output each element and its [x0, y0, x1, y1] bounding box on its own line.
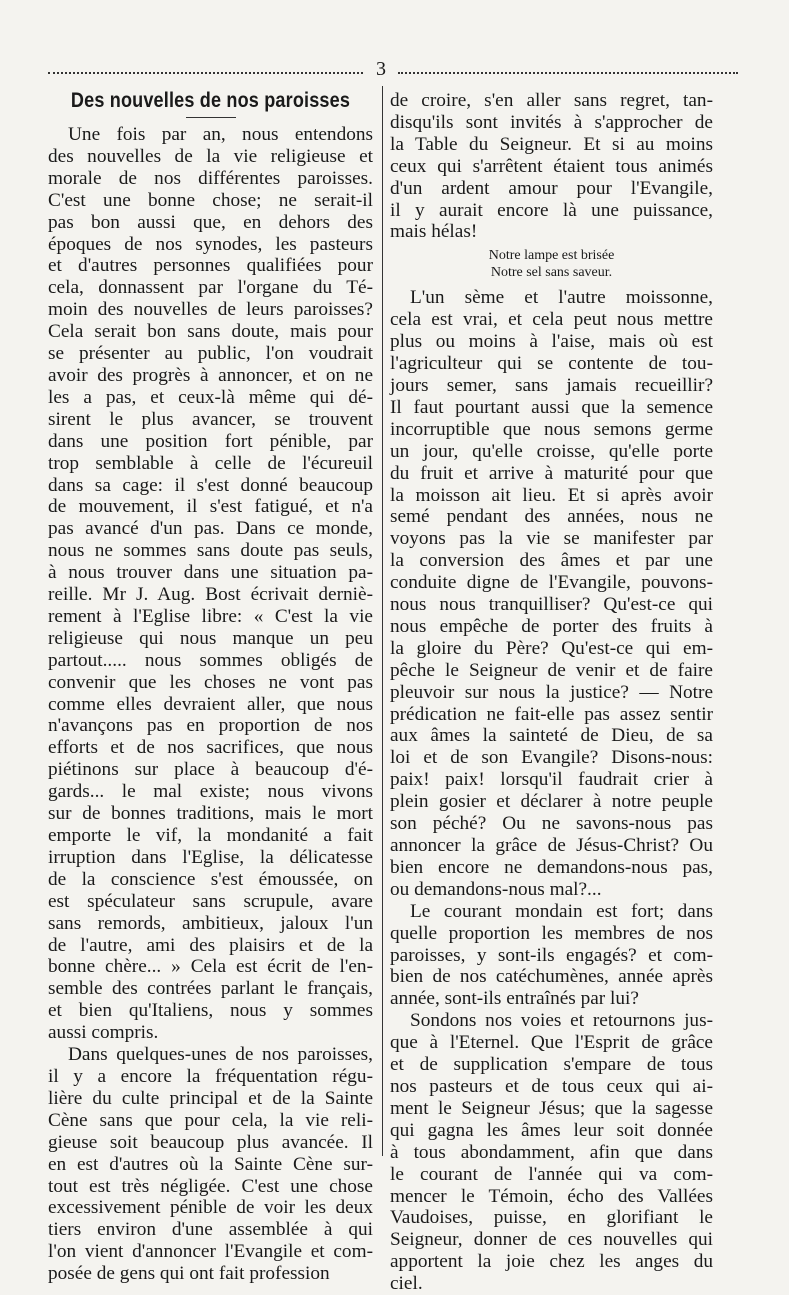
text-line: nous empêche de porter des fruits à	[390, 615, 713, 637]
text-line: Sondons nos voies et retournons jus-	[410, 1010, 713, 1032]
paragraph	[48, 124, 373, 1044]
text-line: qui gagna les âmes leur soit donnée	[390, 1119, 713, 1141]
text-line: des nouvelles de la vie religieuse et	[48, 145, 373, 167]
text-line: d'un ardent amour pour l'Evangile,	[390, 177, 713, 199]
text-line: l'on vient d'annoncer l'Evangile et com-	[48, 1241, 373, 1263]
text-line: comme elles devraient aller, que nous	[48, 693, 373, 715]
text-line: nos pasteurs et de tous ceux qui ai-	[390, 1075, 713, 1097]
text-line: moin des nouvelles de leurs paroisses?	[48, 299, 373, 321]
right-column-continuation	[390, 90, 713, 243]
text-line: ou demandons-nous mal?...	[390, 878, 602, 900]
text-line: de croire, s'en aller sans regret, tan-	[390, 90, 713, 111]
text-line: bien encore ne demandons-nous pas,	[390, 856, 713, 878]
text-line: mencer le Témoin, écho des Vallées	[390, 1185, 713, 1207]
text-line: Cène sans que pour cela, la vie reli-	[48, 1109, 373, 1131]
text-line: n'avançons pas en proportion de nos	[48, 715, 373, 737]
text-line: Vaudoises, puisse, en glorifiant le	[390, 1207, 713, 1229]
text-line: la conversion des âmes et par une	[390, 550, 713, 572]
text-line: morale de nos différentes paroisses.	[48, 167, 373, 189]
text-line: quelle proportion les membres de nos	[390, 922, 713, 944]
text-line: excessivement pénible de voir les deux	[48, 1197, 373, 1219]
text-line: son péché? Ou ne savons-nous pas	[390, 813, 713, 835]
text-line: pas bon aussi que, en dehors des	[48, 211, 373, 233]
text-line: il y aurait encore là une puissance,	[390, 199, 713, 221]
text-line: nous ne sommes sans doute pas seuls,	[48, 540, 373, 562]
paragraph	[390, 90, 713, 243]
text-line: reille. Mr J. Aug. Bost écrivait derniè-	[48, 584, 373, 606]
text-line: apportent la joie chez les anges du	[390, 1251, 713, 1273]
paragraph	[48, 1044, 373, 1285]
quote-line: Notre lampe est brisée	[488, 248, 615, 264]
text-line: année, sont-ils entraînés par lui?	[390, 988, 639, 1010]
text-line: se présenter au public, l'on voudrait	[48, 343, 373, 365]
text-line: nous nous tranquilliser? Qu'est-ce qui	[390, 594, 713, 616]
text-line: tout est très négligée. C'est une chose	[48, 1175, 373, 1197]
text-line: ceux qui s'arrêtent étaient tous animés	[390, 155, 713, 177]
article-title: Des nouvelles de nos paroisses	[70, 89, 351, 112]
text-line: sans remords, ambitieux, jaloux l'un	[48, 912, 373, 934]
text-line: aussi compris.	[48, 1022, 159, 1044]
text-line: la gloire du Père? Qu'est-ce qui em-	[390, 637, 713, 659]
text-line: et de supplication s'empare de tous	[390, 1054, 713, 1076]
text-line: annoncer la grâce de Jésus-Christ? Ou	[390, 835, 713, 856]
text-line: cela, donnassent par l'organe du Té-	[48, 277, 373, 299]
text-line: partout..... nous sommes obligés de	[48, 649, 373, 671]
text-line: convenir que les choses ne vont pas	[48, 671, 373, 693]
text-line: semble des contrées parlant le français,	[48, 978, 373, 1000]
text-line: semé pendant des années, nous ne	[390, 506, 713, 528]
text-line: conduite digne de l'Evangile, pouvons-	[390, 572, 713, 594]
text-line: L'un sème et l'autre moissonne,	[410, 287, 713, 309]
text-line: rement à l'Eglise libre: « C'est la vie	[48, 605, 373, 627]
text-line: loi et de son Evangile? Disons-nous:	[390, 747, 713, 769]
text-line: posée de gens qui ont fait profession	[48, 1263, 330, 1285]
text-line: que à l'Eternel. Que l'Esprit de grâce	[390, 1032, 713, 1054]
text-line: les a pas, et ceux-là même qui dé-	[48, 386, 373, 408]
text-line: de la conscience s'est émoussée, on	[48, 868, 373, 890]
text-line: dans sa cage: il s'est donné beaucoup	[48, 474, 373, 496]
text-line: C'est une bonne chose; ne serait-il	[48, 189, 373, 211]
text-line: piétinons sur place à beaucoup d'é-	[48, 759, 373, 781]
text-line: est spéculateur sans scrupule, avare	[48, 890, 373, 912]
text-line: du fruit et arrive à maturité pour que	[390, 462, 713, 484]
text-line: un jour, qu'elle croisse, qu'elle porte	[390, 440, 713, 462]
text-line: Il faut pourtant aussi que la semence	[390, 396, 713, 418]
text-line: pleuvoir sur nous la justice? — Notre	[390, 681, 713, 703]
title-rule	[186, 117, 236, 118]
header-rule-right	[398, 72, 738, 74]
text-line: gards... le mal existe; nous vivons	[48, 781, 373, 803]
text-line: Seigneur, donner de ces nouvelles qui	[390, 1229, 713, 1251]
text-line: incorruptible que nous semons germe	[390, 418, 713, 440]
column-divider	[382, 86, 383, 1156]
text-line: Dans quelques-unes de nos paroisses,	[68, 1044, 373, 1066]
text-line: Le courant mondain est fort; dans	[410, 900, 713, 922]
text-line: irruption dans l'Eglise, la délicatesse	[48, 846, 373, 868]
text-line: bien de nos catéchumènes, année après	[390, 966, 713, 988]
text-line: pêche le Seigneur de venir et de faire	[390, 659, 713, 681]
left-column	[48, 88, 373, 1285]
text-line: ment le Seigneur Jésus; que la sagesse	[390, 1097, 713, 1119]
text-line: bonne chère... » Cela est écrit de l'en-	[48, 956, 373, 978]
text-line: sur de bonnes traditions, mais le mort	[48, 803, 373, 825]
quote-line: Notre sel sans saveur.	[490, 265, 613, 281]
text-line: Cela serait bon sans doute, mais pour	[48, 321, 373, 343]
text-line: à nous trouver dans une situation pa-	[48, 562, 373, 584]
text-line: de l'autre, ami des plaisirs et de la	[48, 934, 373, 956]
text-line: dans une position fort pénible, par	[48, 430, 373, 452]
text-line: de mouvement, il s'est fatigué, et n'a	[48, 496, 373, 518]
text-line: voyons pas la vie se manifester par	[390, 528, 713, 550]
text-line: disqu'ils sont invités à s'approcher de	[390, 111, 713, 133]
page-number: 3	[376, 58, 386, 80]
text-line: trop semblable à celle de l'écureuil	[48, 452, 373, 474]
header-rule-left	[48, 72, 363, 74]
text-line: le courant de l'année qui va com-	[390, 1163, 713, 1185]
text-line: et bien qu'Italiens, nous y sommes	[48, 1000, 373, 1022]
text-line: religieuse qui nous manque un peu	[48, 627, 373, 649]
text-line: en est d'autres où la Sainte Cène sur-	[48, 1153, 373, 1175]
text-line: pas avancé d'un pas. Dans ce monde,	[48, 518, 373, 540]
text-line: gieuse soit beaucoup plus avancée. Il	[48, 1131, 373, 1153]
text-line: avoir des progrès à annoncer, et on ne	[48, 364, 373, 386]
text-line: à tous abondamment, afin que dans	[390, 1141, 713, 1163]
right-column-text	[390, 287, 713, 1295]
left-column-text	[48, 124, 373, 1285]
text-line: la Table du Seigneur. Et si au moins	[390, 133, 713, 155]
paragraph	[390, 901, 713, 1011]
text-line: efforts et de nos sacrifices, que nous	[48, 737, 373, 759]
text-line: il y a encore la fréquentation régu-	[48, 1065, 373, 1087]
text-line: paroisses, y sont-ils engagés? et com-	[390, 944, 713, 966]
text-line: l'agriculteur qui se contente de tou-	[390, 353, 713, 375]
text-line: prédication ne fait-elle pas assez sentir	[390, 703, 713, 725]
paragraph	[390, 287, 713, 900]
text-line: aux âmes la sainteté de Dieu, de sa	[390, 725, 713, 747]
text-line: plus ou moins à l'aise, mais où est	[390, 331, 713, 353]
right-column	[390, 90, 713, 1295]
text-line: sirent le plus avancer, se trouvent	[48, 408, 373, 430]
text-line: la moisson ait lieu. Et si après avoir	[390, 484, 713, 506]
text-line: ciel.	[390, 1273, 423, 1295]
text-line: et d'autres personnes qualifiées pour	[48, 255, 373, 277]
text-line: emporte le vif, la mondanité a fait	[48, 825, 373, 846]
paragraph	[390, 1010, 713, 1295]
text-line: tiers environ d'une assemblée à qui	[48, 1219, 373, 1241]
text-line: paix! paix! lorsqu'il faudrait crier à	[390, 769, 713, 791]
text-line: mais hélas!	[390, 221, 478, 243]
text-line: jours semer, sans jamais recueillir?	[390, 374, 713, 396]
text-line: Une fois par an, nous entendons	[68, 124, 373, 145]
text-line: plein gosier et déclarer à notre peuple	[390, 791, 713, 813]
text-line: époques de nos synodes, les pasteurs	[48, 233, 373, 255]
verse-quote	[390, 247, 713, 281]
text-line: cela est vrai, et cela peut nous mettre	[390, 309, 713, 331]
text-line: lière du culte principal et de la Sainte	[48, 1087, 373, 1109]
